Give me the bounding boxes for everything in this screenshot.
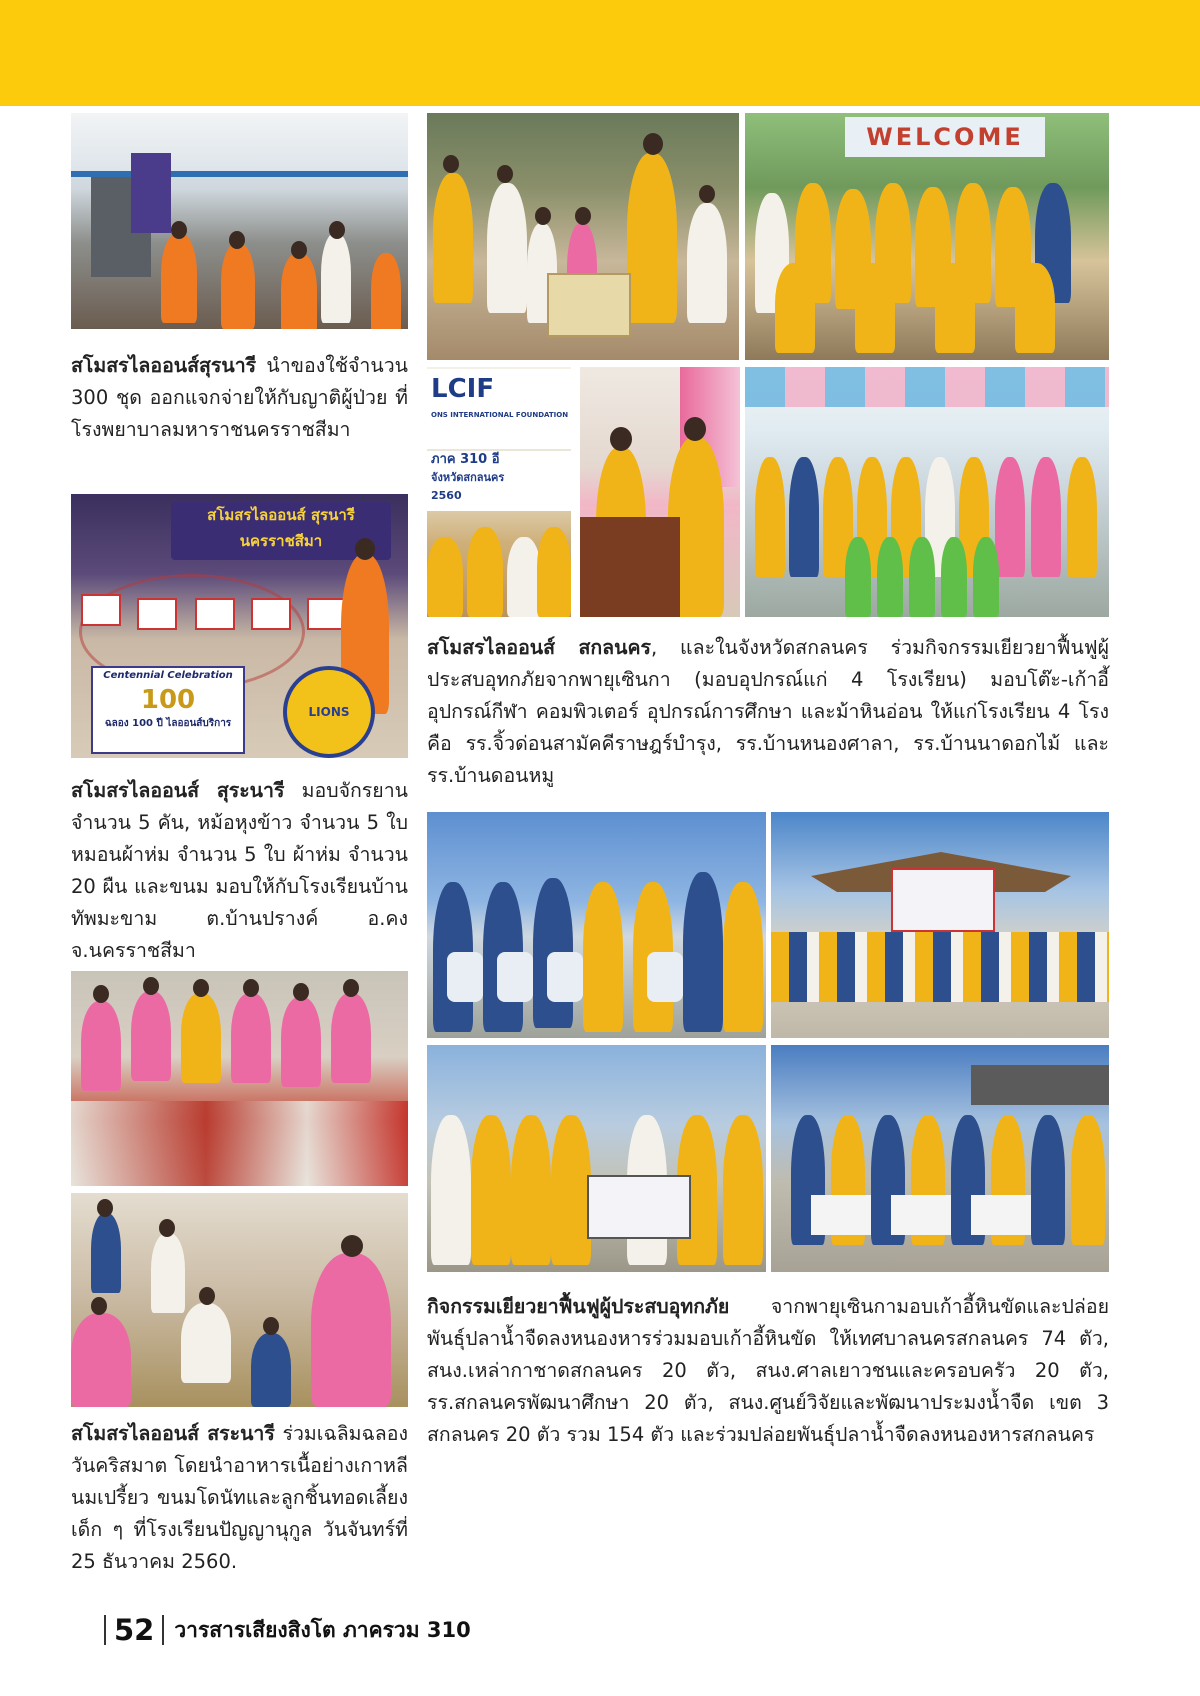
centennial-subtitle: ฉลอง 100 ปี ไลออนส์บริการ: [104, 718, 232, 729]
photo-children-party: [71, 1193, 408, 1407]
lions-logo-text: LIONS: [308, 705, 350, 719]
caption-lead: สโมสรไลออนส์ สุระนารี: [71, 779, 285, 802]
district-year: 2560: [431, 489, 462, 502]
photo-podium-speech: [580, 367, 740, 617]
caption-sranari-christmas: [71, 1418, 408, 1578]
welcome-text: WELCOME: [866, 123, 1024, 151]
welcome-sign: [845, 117, 1045, 157]
photo-welcome-group: [745, 113, 1109, 360]
lcif-sign: [427, 369, 571, 449]
caption-body: นำของใช้จำนวน 300 ชุด ออกแจกจ่ายให้กับญาติผู้ป่วย ที่โรงพยาบาลมหาราชนครราชสีมา: [71, 354, 408, 441]
lions-logo: [283, 666, 375, 758]
caption-lead: สโมสรไลออนส์ สกลนคร: [427, 636, 651, 659]
lcif-text: LCIF: [431, 374, 495, 404]
page-footer: [104, 1610, 471, 1650]
photo-fish-release-1: [427, 812, 766, 1038]
photo-school-group: [745, 367, 1109, 617]
photo-marble-benches: [771, 1045, 1109, 1272]
centennial-sign: [91, 666, 245, 754]
photo-lcif-banner: [427, 367, 571, 617]
caption-flood-relief: [427, 1291, 1109, 1451]
centennial-title: Centennial Celebration: [103, 670, 233, 681]
caption-sakon-nakhon-schools: [427, 632, 1109, 792]
header-band: [0, 0, 1200, 106]
photo-certificate-handover: [427, 1045, 766, 1272]
photo-school-donation-1: [427, 113, 739, 360]
caption-body: ร่วมเฉลิมฉลองวันคริสมาต โดยนำอาหารเนื้อย่างเกาหลีนมเปรี้ยว ขนมโดนัทและลูกชิ้นทอดเลี้ยงเด็ก ๆ ที่โรงเรียนปัญญานุกูล วันจันทร์ที่ 25 ธันวาคม 2560.: [71, 1422, 408, 1573]
footer-divider: [104, 1615, 106, 1645]
caption-body: มอบจักรยานจำนวน 5 คัน, หม้อหุงข้าว จำนวน 5 ใบ หมอนผ้าห่ม จำนวน 5 ใบ ผ้าห่ม จำนวน 20 ผืน และขนม มอบให้กับโรงเรียนบ้านทัพมะขาม ต.บ้านปรางค์ อ.คง จ.นครราชสีมา: [71, 779, 408, 962]
caption-body: จากพายุเซินกามอบเก้าอี้หินขัดและปล่อยพันธุ์ปลาน้ำจืดลงหนองหารร่วมมอบเก้าอี้หินขัด ให้เทศบาลนครสกลนคร 74 ตัว, สนง.เหล่ากาชาดสกลนคร 20 ตัว, สนง.ศาลเยาวชนและครอบครัว 20 ตัว, รร.สกลนครพัฒนาศึกษา 20 ตัว, สนง.ศูนย์วิจัยและพัฒนาประมงน้ำจืด เขต 3 สกลนคร 20 ตัว รวม 154 ตัว และร่วมปล่อยพันธุ์ปลาน้ำจืดลงหนองหารสกลนคร: [427, 1295, 1109, 1446]
photo-pavilion-group: [771, 812, 1109, 1038]
caption-suranari-bicycles: [71, 775, 408, 967]
magazine-title: วารสารเสียงสิงโต ภาครวม 310: [174, 1617, 471, 1642]
caption-lead: สโมสรไลออนส์สุรนารี: [71, 354, 257, 377]
district-subtitle: จังหวัดสกลนคร: [431, 471, 505, 484]
caption-lead: สโมสรไลออนส์ สระนารี: [71, 1422, 275, 1445]
district-sign: [427, 451, 571, 511]
footer-divider: [162, 1615, 164, 1645]
caption-body: , และในจังหวัดสกลนคร ร่วมกิจกรรมเยียวยาฟื้นฟูผู้ประสบอุทกภัยจากพายุเซินกา (มอบอุปกรณ์แก่ 4 โรงเรียน) มอบโต๊ะ-เก้าอี้ อุปกรณ์กีฬา คอมพิวเตอร์ อุปกรณ์การศึกษา และม้าหินอ่อน ให้แก่โรงเรียน 4 โรง คือ รร.จิ้วด่อนสามัคคีราษฎร์บำรุง, รร.บ้านหนองศาลา, รร.บ้านนาดอกไม้ และ รร.บ้านดอนหมู: [427, 636, 1110, 787]
surin-banner-text: สโมสรไลออนส์ สุรนารี: [207, 506, 355, 524]
photo-food-donation: [71, 971, 408, 1186]
page-number: 52: [114, 1613, 155, 1647]
centennial-number: 100: [140, 685, 196, 715]
caption-surin-hospital: [71, 350, 408, 446]
lcif-subtitle: ONS INTERNATIONAL FOUNDATION: [431, 411, 569, 419]
caption-lead: กิจกรรมเยียวยาฟื้นฟูผู้ประสบอุทกภัย: [427, 1295, 730, 1318]
photo-hospital-donation: [71, 113, 408, 329]
photo-bicycle-donation: [71, 494, 408, 758]
district-text: ภาค 310 อี: [431, 452, 500, 467]
surin-banner-text-2: นครราชสีมา: [239, 532, 323, 550]
